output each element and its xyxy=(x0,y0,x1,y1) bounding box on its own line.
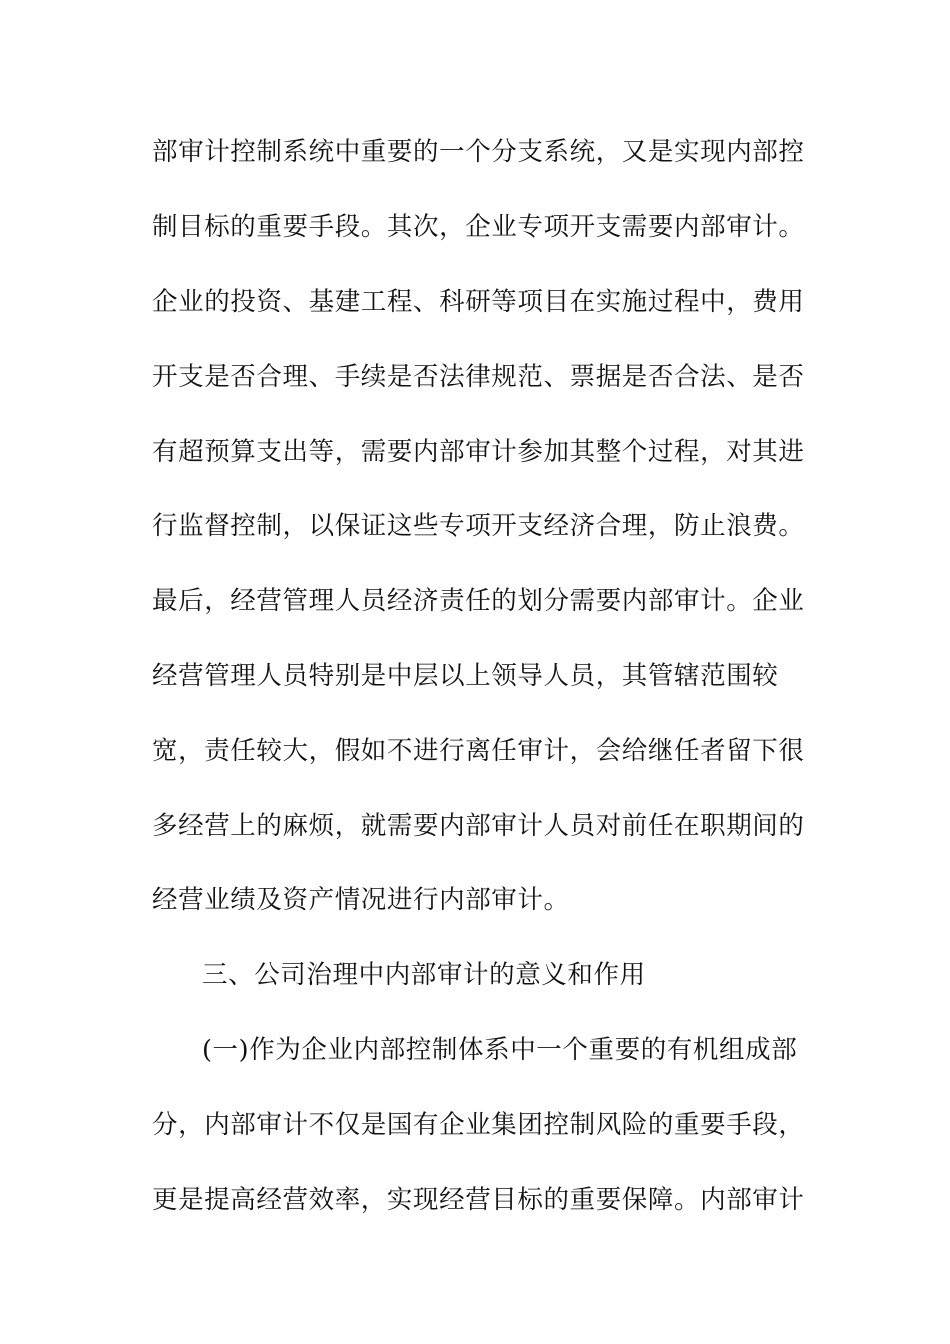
body-text-line: 企业的投资、基建工程、科研等项目在实施过程中，费用 xyxy=(152,287,805,317)
body-text-line: 行监督控制，以保证这些专项开支经济合理，防止浪费。 xyxy=(152,511,805,541)
body-text-line: 制目标的重要手段。其次，企业专项开支需要内部审计。 xyxy=(152,212,805,242)
body-text-line: 分，内部审计不仅是国有企业集团控制风险的重要手段， xyxy=(152,1110,805,1140)
body-text-line: 最后，经营管理人员经济责任的划分需要内部审计。企业 xyxy=(152,586,805,616)
body-text-line: 部审计控制系统中重要的一个分支系统，又是实现内部控 xyxy=(152,137,805,167)
body-text-line: 多经营上的麻烦，就需要内部审计人员对前任在职期间的 xyxy=(152,811,805,841)
body-text-line: 有超预算支出等，需要内部审计参加其整个过程，对其进 xyxy=(152,437,805,467)
section-heading: 三、公司治理中内部审计的意义和作用 xyxy=(202,960,646,990)
body-text-line: 开支是否合理、手续是否法律规范、票据是否合法、是否 xyxy=(152,362,805,392)
body-text-line: 经营管理人员特别是中层以上领导人员，其管辖范围较 xyxy=(152,661,779,691)
body-text-line: 宽，责任较大，假如不进行离任审计，会给继任者留下很 xyxy=(152,736,805,766)
body-text-line: (一)作为企业内部控制体系中一个重要的有机组成部 xyxy=(202,1035,798,1065)
body-text-line: 经营业绩及资产情况进行内部审计。 xyxy=(152,885,570,915)
body-text-line: 更是提高经营效率，实现经营目标的重要保障。内部审计 xyxy=(152,1185,805,1215)
